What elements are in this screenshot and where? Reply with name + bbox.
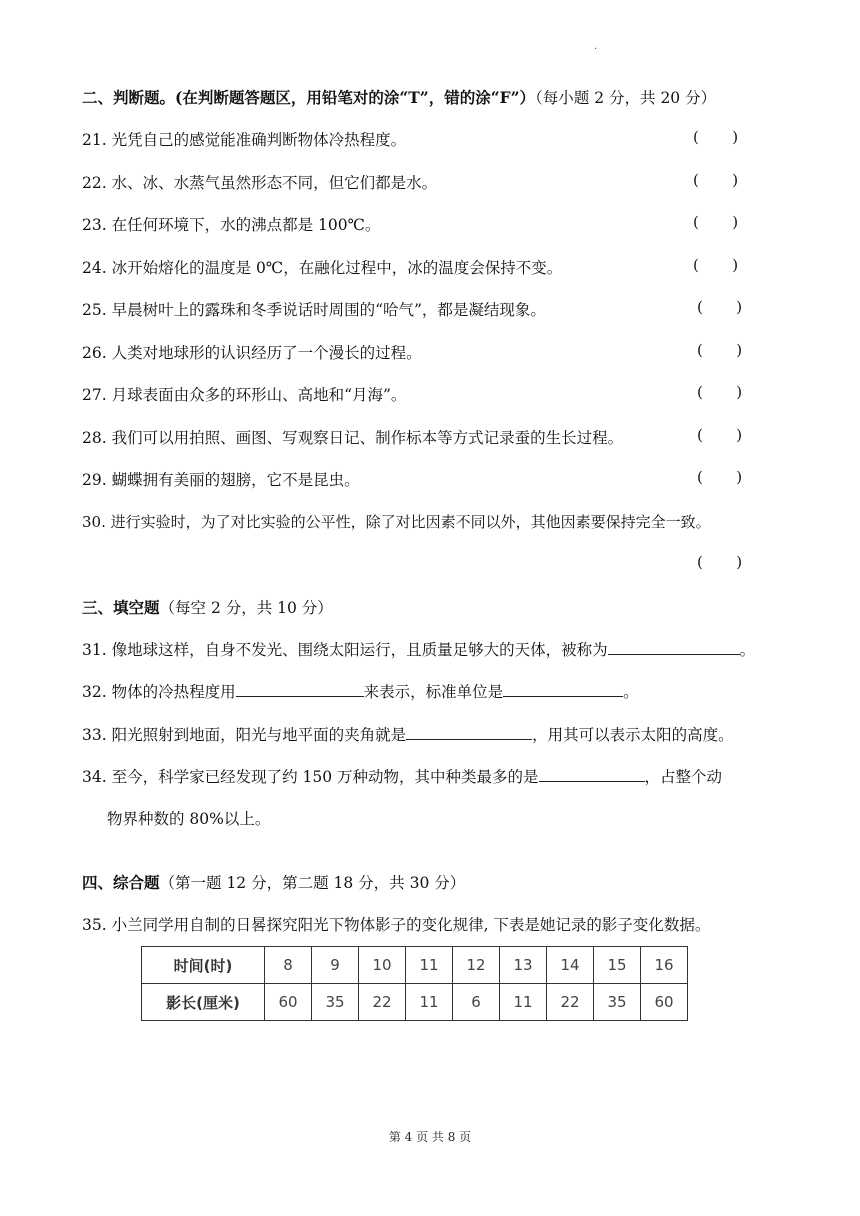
row-header-length: 影长(厘米) (142, 984, 265, 1021)
q31-end: 。 (739, 641, 756, 659)
answer-blank[interactable] (406, 725, 532, 740)
q34-text: 34. 至今，科学家已经发现了约 150 万种动物，其中种类最多的是 (82, 768, 539, 786)
tf-item-30: 30. 进行实验时，为了对比实验的公平性，除了对比因素不同以外，其他因素要保持完全一致。 (82, 513, 711, 531)
q31-text: 31. 像地球这样，自身不发光、围绕太阳运行，且质量足够大的天体，被称为 (82, 641, 608, 659)
answer-parens[interactable]: ( ) (697, 468, 743, 486)
tf-item-22: 22. 水、冰、水蒸气虽然形态不同，但它们都是水。 (82, 174, 438, 192)
problem-35: 35. 小兰同学用自制的日晷探究阳光下物体影子的变化规律, 下表是她记录的影子变化数据。 (82, 916, 711, 934)
q33-end: ，用其可以表示太阳的高度。 (532, 726, 734, 744)
section3-note: （每空 2 分，共 10 分） (159, 599, 333, 617)
table-cell: 60 (265, 984, 312, 1021)
fill-item-31 (82, 638, 860, 660)
q32-end: 。 (623, 683, 639, 701)
answer-blank[interactable] (236, 682, 364, 697)
q32-mid: 来表示，标准单位是 (363, 683, 504, 701)
answer-parens[interactable]: ( ) (693, 128, 739, 146)
row-header-time: 时间(时) (142, 947, 265, 984)
fill-item-34-cont: 物界种数的 80%以上。 (107, 810, 271, 828)
tf-item-23: 23. 在任何环境下，水的沸点都是 100℃。 (82, 216, 381, 234)
table-cell: 14 (547, 947, 594, 984)
table-cell: 16 (641, 947, 688, 984)
tf-item-28: 28. 我们可以用拍照、画图、写观察日记、制作标本等方式记录蚕的生长过程。 (82, 429, 624, 447)
table-cell: 22 (359, 984, 406, 1021)
q34-end: ，占整个动 (644, 768, 723, 786)
page-mark: · (594, 44, 598, 55)
section4-note: （第一题 12 分，第二题 18 分，共 30 分） (159, 874, 466, 892)
table-row (142, 984, 688, 1021)
answer-parens[interactable]: ( ) (697, 553, 743, 571)
table-cell: 11 (406, 984, 453, 1021)
table-cell: 15 (594, 947, 641, 984)
table-cell: 10 (359, 947, 406, 984)
answer-parens[interactable]: ( ) (697, 426, 743, 444)
section4-heading (82, 871, 860, 893)
shadow-data-table (141, 946, 688, 1021)
table-cell: 13 (500, 947, 547, 984)
tf-item-21: 21. 光凭自己的感觉能准确判断物体冷热程度。 (82, 131, 407, 149)
table-cell: 11 (500, 984, 547, 1021)
section3-heading (82, 596, 860, 618)
answer-parens[interactable]: ( ) (697, 341, 743, 359)
tf-item-27: 27. 月球表面由众多的环形山、高地和“月海”。 (82, 386, 407, 404)
answer-parens[interactable]: ( ) (697, 383, 743, 401)
answer-parens[interactable]: ( ) (697, 298, 743, 316)
section3-title: 三、填空题 (82, 598, 160, 617)
tf-item-29: 29. 蝴蝶拥有美丽的翅膀，它不是昆虫。 (82, 471, 360, 489)
answer-blank[interactable] (608, 640, 740, 655)
q32-text: 32. 物体的冷热程度用 (82, 683, 236, 701)
tf-item-24: 24. 冰开始熔化的温度是 0℃，在融化过程中，冰的温度会保持不变。 (82, 259, 563, 277)
table-cell: 12 (453, 947, 500, 984)
answer-blank[interactable] (503, 682, 623, 697)
answer-parens[interactable]: ( ) (693, 171, 739, 189)
tf-item-26: 26. 人类对地球形的认识经历了一个漫长的过程。 (82, 344, 422, 362)
fill-item-33 (82, 723, 860, 745)
table-cell: 11 (406, 947, 453, 984)
answer-blank[interactable] (539, 767, 645, 782)
page-footer: 第 4 页 共 8 页 (388, 1130, 472, 1144)
table-cell: 6 (453, 984, 500, 1021)
table-cell: 9 (312, 947, 359, 984)
section4-title: 四、综合题 (82, 873, 160, 892)
table-cell: 60 (641, 984, 688, 1021)
table-cell: 22 (547, 984, 594, 1021)
fill-item-32 (82, 680, 860, 702)
section2-title: 二、判断题。(在判断题答题区，用铅笔对的涂“T”，错的涂“F”） (82, 88, 536, 107)
table-cell: 8 (265, 947, 312, 984)
table-cell: 35 (312, 984, 359, 1021)
answer-parens[interactable]: ( ) (693, 256, 739, 274)
table-cell: 35 (594, 984, 641, 1021)
q33-text: 33. 阳光照射到地面，阳光与地平面的夹角就是 (82, 726, 407, 744)
table-row (142, 947, 688, 984)
section2-note: （每小题 2 分，共 20 分） (535, 89, 717, 107)
tf-item-25: 25. 早晨树叶上的露珠和冬季说话时周围的“哈气”，都是凝结现象。 (82, 301, 546, 319)
fill-item-34 (82, 765, 860, 787)
section2-heading (82, 86, 860, 108)
answer-parens[interactable]: ( ) (693, 213, 739, 231)
